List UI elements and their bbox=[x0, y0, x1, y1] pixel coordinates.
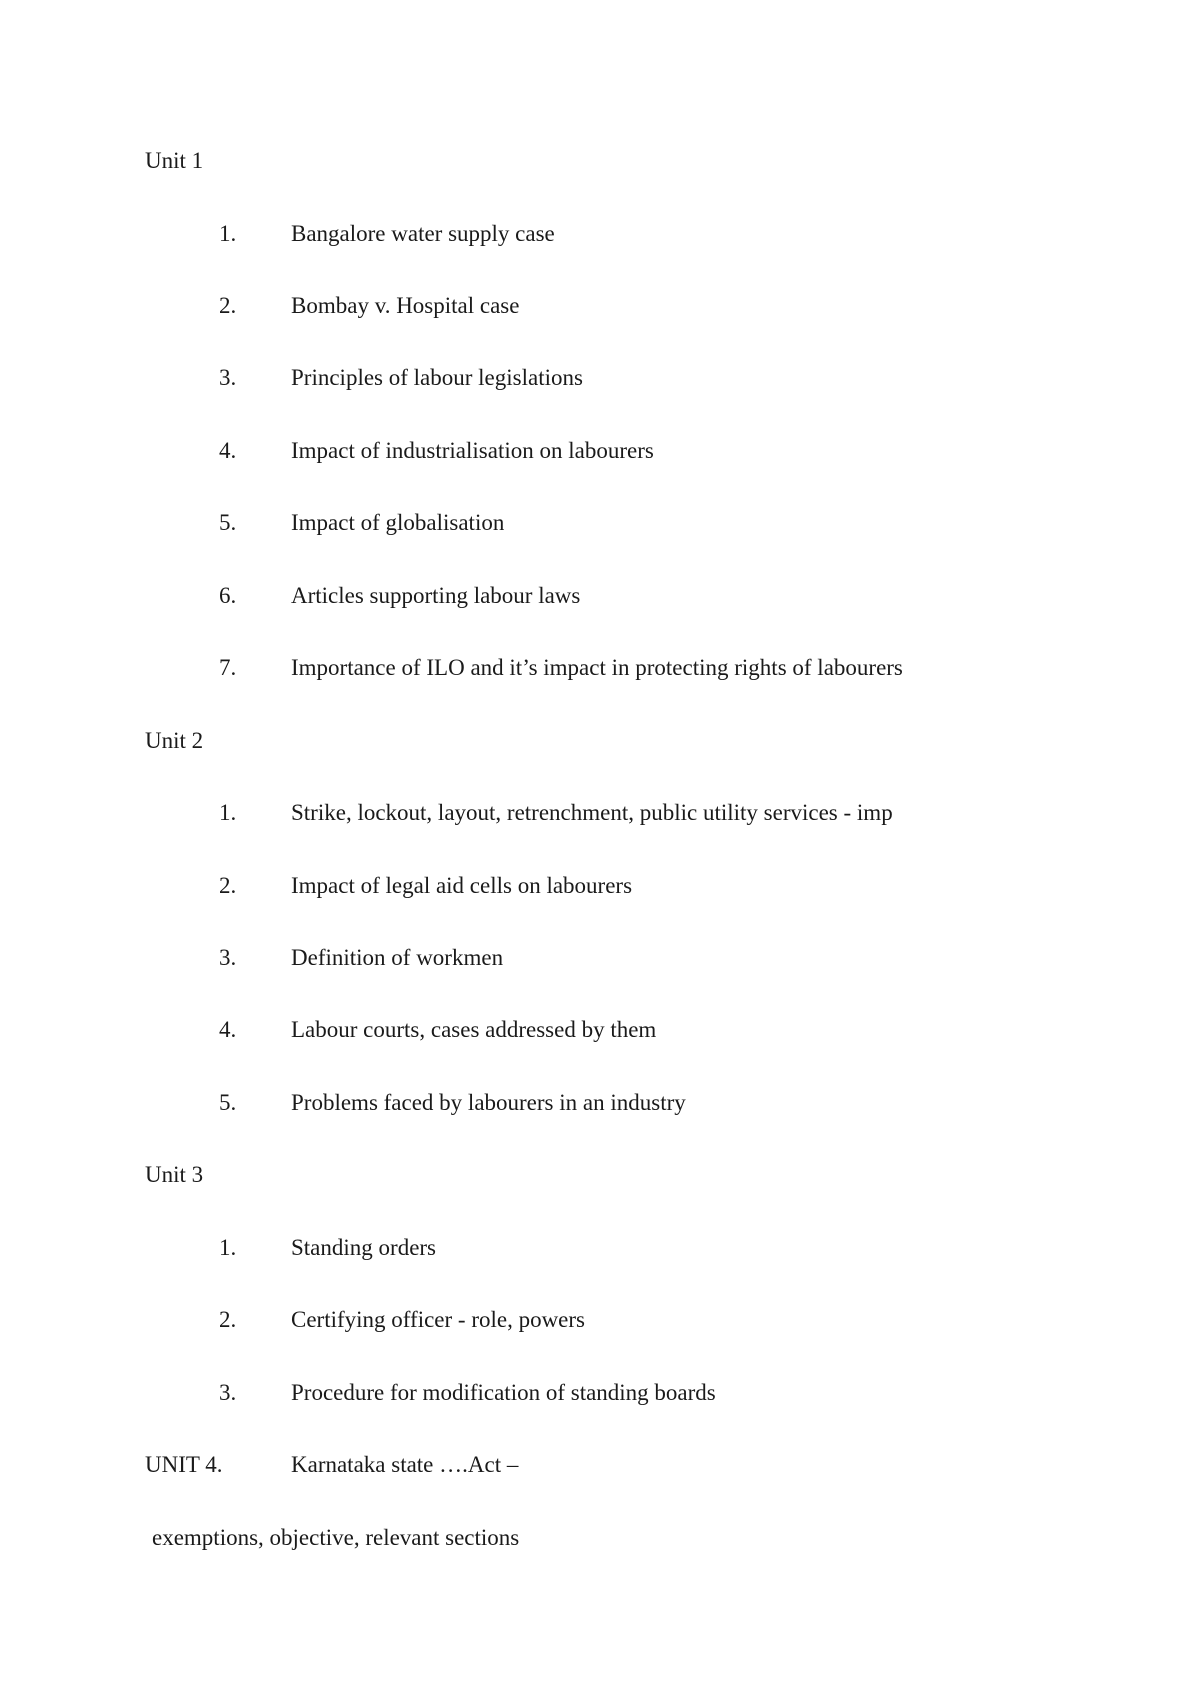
list-item-number: 7. bbox=[219, 655, 237, 680]
list-item: Standing orders bbox=[291, 1235, 437, 1260]
list-item: Articles supporting labour laws bbox=[291, 583, 581, 608]
list-item: Importance of ILO and it’s impact in protecting rights of labourers bbox=[291, 655, 903, 680]
list-item-number: 2. bbox=[219, 293, 237, 318]
list-item: Impact of legal aid cells on labourers bbox=[291, 873, 633, 898]
unit-1-heading: Unit 1 bbox=[145, 148, 204, 173]
list-item: Bombay v. Hospital case bbox=[291, 293, 520, 318]
list-item: Problems faced by labourers in an industry bbox=[291, 1090, 686, 1115]
list-item-number: 6. bbox=[219, 583, 237, 608]
list-item: Procedure for modification of standing boards bbox=[291, 1380, 716, 1405]
list-item-number: 3. bbox=[219, 1380, 237, 1405]
list-item: Impact of industrialisation on labourers bbox=[291, 438, 654, 463]
unit-4-heading: UNIT 4. bbox=[145, 1452, 223, 1477]
list-item-number: 2. bbox=[219, 873, 237, 898]
list-item-number: 5. bbox=[219, 510, 237, 535]
list-item: Labour courts, cases addressed by them bbox=[291, 1017, 657, 1042]
list-item-number: 1. bbox=[219, 1235, 237, 1260]
list-item: Bangalore water supply case bbox=[291, 221, 555, 246]
list-item-number: 4. bbox=[219, 1017, 237, 1042]
list-item-number: 3. bbox=[219, 945, 237, 970]
list-item: Principles of labour legislations bbox=[291, 365, 583, 390]
unit-4-continuation: exemptions, objective, relevant sections bbox=[152, 1525, 520, 1550]
list-item: Strike, lockout, layout, retrenchment, public utility services - imp bbox=[291, 800, 893, 825]
list-item-number: 1. bbox=[219, 221, 237, 246]
list-item-number: 5. bbox=[219, 1090, 237, 1115]
list-item-number: 3. bbox=[219, 365, 237, 390]
list-item: Certifying officer - role, powers bbox=[291, 1307, 586, 1332]
unit-3-heading: Unit 3 bbox=[145, 1162, 204, 1187]
unit-2-heading: Unit 2 bbox=[145, 728, 204, 753]
list-item-number: 2. bbox=[219, 1307, 237, 1332]
list-item: Definition of workmen bbox=[291, 945, 504, 970]
unit-4-title: Karnataka state ….Act – bbox=[291, 1452, 519, 1477]
list-item-number: 1. bbox=[219, 800, 237, 825]
list-item-number: 4. bbox=[219, 438, 237, 463]
list-item: Impact of globalisation bbox=[291, 510, 505, 535]
